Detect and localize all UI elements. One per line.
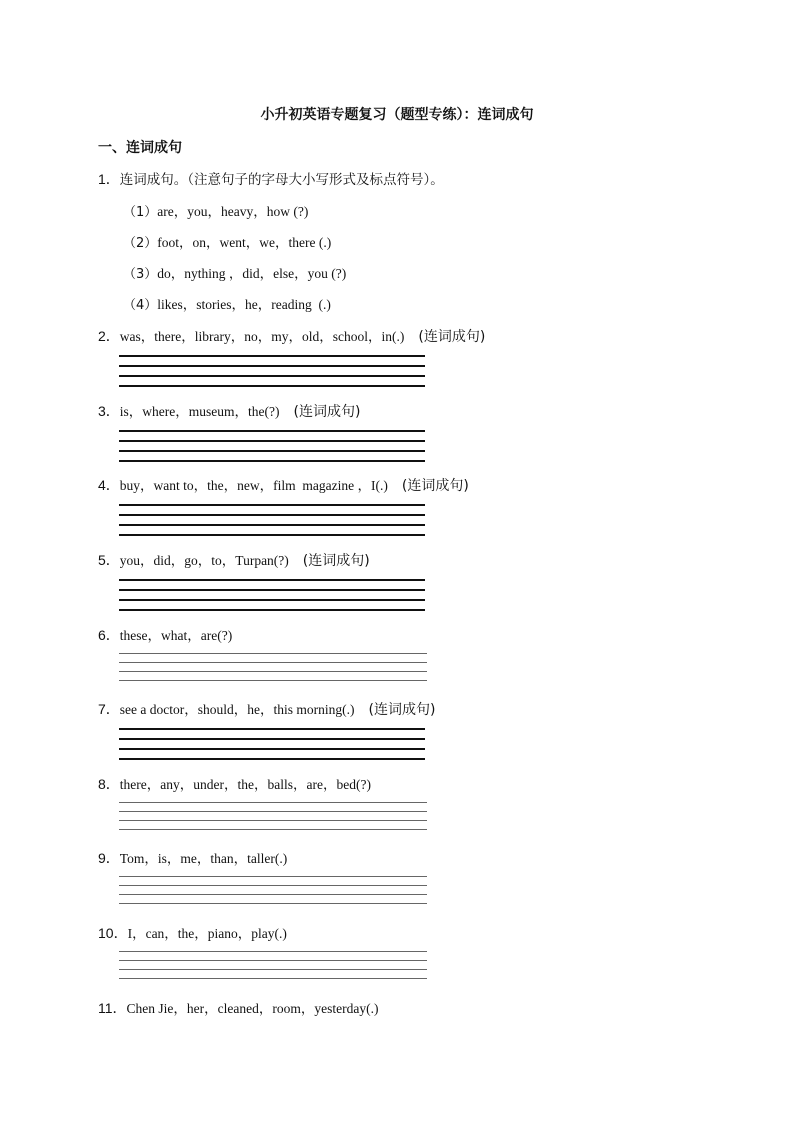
question-5 [98,549,370,570]
section-heading: 一、连词成句 [98,140,182,156]
question-number: 2． [98,328,120,344]
question-number: 1． [98,171,120,187]
question-2 [98,325,485,346]
sub-question-tag: （3） [123,267,158,282]
answer-lines [119,653,427,689]
answer-lines [119,504,425,544]
question-words: is，where，museum，the(?) [119,404,280,419]
question-note: (连词成句) [302,553,370,569]
question-words: you，did，go，to，Turpan(?) [119,553,289,568]
question-words: there，any，under，the，balls，are，bed(?) [119,777,371,792]
question-number: 11． [98,1000,127,1016]
answer-lines [119,951,427,987]
question-note: (连词成句) [401,478,469,494]
sub-question-words: likes，stories，he，reading (.) [157,297,331,312]
sub-question-1 [123,200,308,220]
question-words: Tom，is，me，than，taller(.) [119,851,288,866]
question-10 [98,922,287,943]
question-4 [98,474,469,495]
question-number: 7． [98,701,120,717]
question-note: (连词成句) [368,702,436,718]
document-title: 小升初英语专题复习（题型专练）：连词成句 [260,107,534,123]
question-note: (连词成句) [293,404,361,420]
question-3 [98,400,360,421]
sub-question-words: do，nything ，did，else，you (?) [157,266,347,281]
sub-question-3 [123,262,346,282]
sub-question-words: are，you，heavy，how (?) [157,204,309,219]
question-words: buy，want to，the，new，film magazine ，I(.) [119,478,388,493]
question-1 [98,168,444,189]
question-instruction: 连词成句。（注意句子的字母大小写形式及标点符号）。 [119,172,444,188]
question-note: (连词成句) [418,329,486,345]
question-words: was，there，library，no，my，old，school，in(.) [119,329,405,344]
answer-lines [119,802,427,838]
question-number: 9． [98,850,120,866]
answer-lines [119,430,425,470]
sub-question-tag: （1） [123,205,158,220]
answer-lines [119,355,425,395]
question-6 [98,624,232,645]
question-8 [98,773,371,794]
question-number: 5． [98,552,120,568]
question-words: see a doctor，should，he，this morning(.) [119,702,355,717]
sub-question-4 [123,293,331,313]
answer-lines [119,876,427,912]
answer-lines [119,579,425,619]
sub-question-2 [123,231,331,251]
question-9 [98,847,287,868]
question-number: 4． [98,477,120,493]
question-words: Chen Jie，her，cleaned，room，yesterday(.) [126,1001,379,1016]
question-number: 8． [98,776,120,792]
answer-lines [119,728,425,768]
question-number: 6． [98,627,120,643]
question-11 [98,997,378,1018]
question-words: I，can，the，piano，play(.) [127,926,287,941]
sub-question-tag: （4） [123,298,158,313]
question-7 [98,698,435,719]
sub-question-tag: （2） [123,236,158,251]
sub-question-words: foot，on，went，we，there (.) [157,235,332,250]
question-number: 3． [98,403,120,419]
question-words: these，what，are(?) [119,628,233,643]
question-number: 10． [98,925,128,941]
